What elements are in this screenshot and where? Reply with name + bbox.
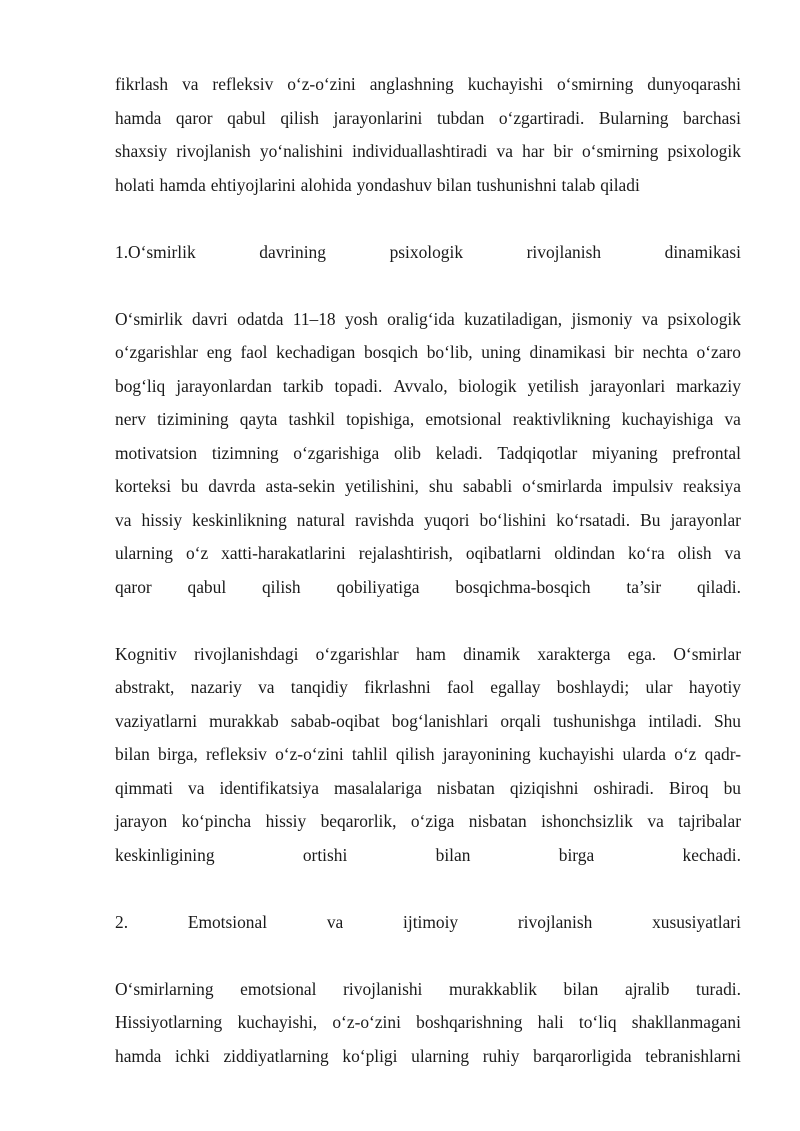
word: ko‘ra: [628, 543, 665, 563]
word: emotsional: [425, 409, 502, 429]
word: faol: [240, 342, 268, 362]
word: dinamikasi: [664, 241, 741, 262]
word: o‘z-o‘zini: [332, 1012, 401, 1032]
word: shaxsiy: [115, 141, 168, 161]
word: va: [641, 308, 659, 329]
word: ko‘pligi: [342, 1045, 398, 1066]
word: natural: [296, 509, 346, 530]
text-line: [115, 437, 741, 471]
word: refleksiv: [212, 74, 274, 94]
word: qabul: [227, 107, 266, 128]
word: ichki: [175, 1045, 210, 1066]
text-line: [115, 403, 741, 437]
word: psixologik: [389, 241, 464, 262]
word: psixologik: [667, 141, 741, 161]
word: bo‘lishini: [479, 509, 547, 530]
word: ziddiyatlarning: [223, 1045, 329, 1066]
word: o‘zgarishiga: [293, 442, 380, 463]
word: psixologik: [667, 308, 741, 329]
text-line: [115, 805, 741, 839]
word: Avvalo,: [393, 375, 448, 396]
word: ortishi: [302, 844, 348, 865]
word: tushunishni: [476, 174, 557, 195]
word: rivojlanish: [526, 241, 602, 262]
word: keskinlikning: [192, 509, 287, 530]
word: fikrlash: [115, 74, 169, 94]
word: Shu: [713, 710, 741, 731]
word: davrda: [208, 476, 256, 496]
word: nazariy: [190, 677, 242, 697]
text-line: [115, 370, 741, 404]
word: 2.: [115, 911, 129, 932]
word: miyaning: [591, 442, 658, 463]
word: hayotiy: [688, 677, 741, 697]
word: hissiy: [265, 811, 307, 831]
word: qayta: [239, 409, 278, 429]
text-line: [115, 839, 741, 873]
blank-line: [115, 202, 741, 236]
word: fikrlashni: [364, 677, 431, 697]
word: 11–18: [292, 308, 336, 329]
word: rejalashtirish,: [358, 543, 453, 563]
word: ijtimoiy: [403, 911, 459, 932]
word: tizimining: [157, 409, 229, 429]
word: keskinligining: [115, 844, 215, 865]
word: hamda: [115, 107, 162, 128]
paragraph-emotional: [115, 973, 741, 1074]
word: qaror: [175, 107, 213, 128]
word: nisbatan: [468, 811, 527, 831]
word: hamda: [115, 1045, 162, 1066]
word: qabul: [187, 576, 227, 597]
word: emotsional: [240, 978, 317, 999]
text-line: [115, 504, 741, 538]
word: refleksiv: [206, 744, 267, 764]
text-line: [115, 470, 741, 504]
word: bir: [553, 141, 573, 161]
word: ko‘rsatadi.: [556, 509, 631, 530]
word: 1.O‘smirlik: [115, 241, 196, 262]
text-line: [115, 1006, 741, 1040]
word: vaziyatlarni: [115, 710, 198, 731]
word: tebranishlarni: [645, 1045, 741, 1066]
word: qiladi.: [696, 576, 741, 597]
word: va: [496, 141, 513, 161]
word: beqarorlik,: [320, 811, 397, 831]
word: barchasi: [682, 107, 741, 128]
word: boshqarishning: [416, 1012, 523, 1032]
word: o‘zaro: [696, 342, 741, 362]
word: murakkab: [209, 710, 279, 731]
word: nechta: [642, 342, 688, 362]
word: reaksiya: [683, 476, 741, 496]
word: bilan: [436, 174, 472, 195]
text-line: [115, 169, 741, 203]
word: motivatsion: [115, 442, 198, 463]
word: qadr-: [704, 744, 741, 764]
text-line: [115, 973, 741, 1007]
word: turadi.: [696, 978, 741, 999]
word: olib: [393, 442, 422, 463]
word: kuchayishi: [538, 744, 615, 764]
word: alohida: [300, 174, 352, 195]
text-line: [115, 671, 741, 705]
word: o‘zgartiradi.: [498, 107, 585, 128]
text-line: [115, 303, 741, 337]
word: bilan: [563, 978, 599, 999]
word: qilish: [280, 107, 319, 128]
word: o‘zgarishlar: [115, 342, 199, 362]
word: xarakterga: [537, 643, 611, 664]
word: O‘smirlar: [673, 643, 741, 664]
text-line: [115, 571, 741, 605]
text-line: [115, 638, 741, 672]
word: asta-sekin: [265, 476, 336, 496]
word: Hissiyotlarning: [115, 1012, 223, 1032]
word: yuqori: [424, 509, 470, 530]
text-line: [115, 772, 741, 806]
word: dunyoqarashi: [647, 74, 741, 94]
word: boshlaydi;: [556, 677, 630, 697]
word: qilish: [261, 576, 301, 597]
word: kuchayishi: [467, 74, 544, 94]
word: qiladi: [600, 174, 640, 195]
word: va: [258, 677, 275, 697]
word: bilan: [115, 744, 150, 764]
word: jarayonlari: [589, 375, 666, 396]
word: tushunishga: [553, 710, 637, 731]
word: yosh: [344, 308, 378, 329]
word: jarayonlardan: [176, 375, 272, 396]
word: davrining: [259, 241, 326, 262]
word: olish: [677, 543, 712, 563]
word: ishonchsizlik: [541, 811, 633, 831]
word: rivojlanishdagi: [194, 643, 299, 664]
word: o‘z: [674, 744, 697, 764]
word: davri: [191, 308, 228, 329]
word: yondashuv: [356, 174, 432, 195]
word: reaktivlikning: [512, 409, 611, 429]
heading-line: [115, 906, 741, 940]
text-line: [115, 102, 741, 136]
word: xatti-harakatlarini: [221, 543, 346, 563]
word: kuchayishiga: [621, 409, 714, 429]
word: yetilish: [527, 375, 579, 396]
heading-line: [115, 236, 741, 270]
word: shakllanmagani: [631, 1012, 741, 1032]
word: masalalariga: [333, 777, 422, 798]
word: talab: [561, 174, 596, 195]
word: Bularning: [598, 107, 669, 128]
word: rivojlanish: [176, 141, 251, 161]
blank-line: [115, 604, 741, 638]
word: ularning: [115, 543, 173, 563]
word: ajralib: [624, 978, 670, 999]
word: O‘smirlik: [115, 308, 183, 329]
word: qiziqishni: [509, 777, 579, 798]
word: abstrakt,: [115, 677, 175, 697]
word: ko‘pincha: [181, 811, 252, 831]
word: bog‘lanishlari: [391, 710, 489, 731]
word: qilish: [395, 744, 435, 764]
word: tajribalar: [678, 811, 741, 831]
word: tashkil: [288, 409, 335, 429]
word: qimmati: [115, 777, 173, 798]
word: ularda: [622, 744, 666, 764]
word: bog‘liq: [115, 375, 166, 396]
word: jarayonining: [442, 744, 531, 764]
word: ega.: [627, 643, 657, 664]
word: rivojlanish: [517, 911, 593, 932]
word: bilan: [435, 844, 471, 865]
word: birga,: [158, 744, 198, 764]
text-line: [115, 68, 741, 102]
word: va: [326, 911, 344, 932]
word: ta’sir: [626, 576, 662, 597]
word: qaror: [115, 576, 152, 597]
word: to‘liq: [578, 1012, 617, 1032]
word: individuallashtiradi: [352, 141, 488, 161]
word: Kognitiv: [115, 643, 177, 664]
word: va: [724, 409, 741, 429]
word: kechadigan: [276, 342, 356, 362]
blank-line: [115, 269, 741, 303]
word: kuchayishi,: [237, 1012, 318, 1032]
text-line: [115, 738, 741, 772]
word: va: [724, 543, 741, 563]
word: sabab-oqibat: [290, 710, 380, 731]
word: qobiliyatiga: [336, 576, 420, 597]
word: yo‘nalishini: [259, 141, 343, 161]
word: anglashning: [369, 74, 454, 94]
text-line: [115, 537, 741, 571]
word: o‘smirlarda: [522, 476, 603, 496]
word: bo‘lib,: [426, 342, 473, 362]
word: ehtiyojlarini: [210, 174, 296, 195]
word: eng: [206, 342, 232, 362]
word: o‘z-o‘zini: [287, 74, 356, 94]
word: nisbatan: [436, 777, 495, 798]
word: topishiga,: [346, 409, 415, 429]
word: xususiyatlari: [652, 911, 741, 932]
word: ruhiy: [482, 1045, 520, 1066]
word: va: [647, 811, 664, 831]
word: bir: [614, 342, 634, 362]
word: odatda: [237, 308, 284, 329]
word: va: [182, 74, 199, 94]
word: prefrontal: [672, 442, 741, 463]
word: markaziy: [676, 375, 741, 396]
word: o‘zgarishlar: [315, 643, 399, 664]
word: o‘z-o‘zini: [275, 744, 344, 764]
word: bosqich: [363, 342, 419, 362]
word: ular: [645, 677, 673, 697]
word: jarayonlarini: [333, 107, 423, 128]
word: topadi.: [334, 375, 383, 396]
word: tahlil: [351, 744, 388, 764]
word: identifikatsiya: [219, 777, 319, 798]
word: holati: [115, 174, 155, 195]
word: nerv: [115, 409, 146, 429]
word: jarayonlar: [670, 509, 741, 530]
word: impulsiv: [612, 476, 674, 496]
text-line: [115, 1040, 741, 1074]
word: oralig‘ida: [387, 308, 455, 329]
word: jarayon: [115, 811, 168, 831]
word: orqali: [500, 710, 541, 731]
paragraph-cognitive: [115, 638, 741, 873]
word: rivojlanishi: [343, 978, 423, 999]
word: tarkib: [282, 375, 324, 396]
word: o‘smirning: [556, 74, 634, 94]
word: hissiy: [141, 509, 183, 530]
section-heading-2: [115, 906, 741, 940]
word: o‘z: [185, 543, 209, 563]
word: o‘smirning: [581, 141, 659, 161]
word: kuzatiladigan,: [464, 308, 563, 329]
word: dinamikasi: [529, 342, 606, 362]
paragraph-intro-continued: [115, 68, 741, 202]
word: oldindan: [554, 543, 616, 563]
word: tizimning: [211, 442, 279, 463]
word: barqarorligida: [533, 1045, 632, 1066]
word: va: [188, 777, 205, 798]
word: oshiradi.: [593, 777, 654, 798]
text-line: [115, 336, 741, 370]
text-line: [115, 135, 741, 169]
word: biologik: [458, 375, 517, 396]
word: ularning: [411, 1045, 470, 1066]
word: ham: [415, 643, 446, 664]
document-page: [115, 68, 741, 1073]
word: Biroq: [668, 777, 709, 798]
word: tubdan: [436, 107, 485, 128]
word: va: [115, 509, 132, 530]
word: hali: [537, 1012, 564, 1032]
word: hamda: [159, 174, 206, 195]
word: dinamik: [463, 643, 521, 664]
word: egallay: [490, 677, 541, 697]
section-heading-1: [115, 236, 741, 270]
word: kechadi.: [682, 844, 741, 865]
word: Tadqiqotlar: [497, 442, 578, 463]
text-line: [115, 705, 741, 739]
word: uning: [481, 342, 521, 362]
word: har: [522, 141, 545, 161]
word: O‘smirlarning: [115, 978, 214, 999]
word: Emotsional: [187, 911, 268, 932]
word: bu: [180, 476, 199, 496]
blank-line: [115, 939, 741, 973]
word: korteksi: [115, 476, 172, 496]
word: bu: [723, 777, 741, 798]
paragraph-dynamics: [115, 303, 741, 605]
word: faol: [446, 677, 475, 697]
word: birga: [558, 844, 595, 865]
word: sababli: [462, 476, 513, 496]
word: keladi.: [435, 442, 483, 463]
word: bosqichma-bosqich: [455, 576, 591, 597]
word: yetilishini,: [344, 476, 419, 496]
word: jismoniy: [571, 308, 633, 329]
word: oqibatlarni: [465, 543, 542, 563]
word: shu: [428, 476, 453, 496]
word: ravishda: [355, 509, 415, 530]
blank-line: [115, 872, 741, 906]
word: Bu: [640, 509, 661, 530]
word: tanqidiy: [290, 677, 348, 697]
word: intiladi.: [648, 710, 702, 731]
word: o‘ziga: [410, 811, 455, 831]
word: murakkablik: [449, 978, 537, 999]
